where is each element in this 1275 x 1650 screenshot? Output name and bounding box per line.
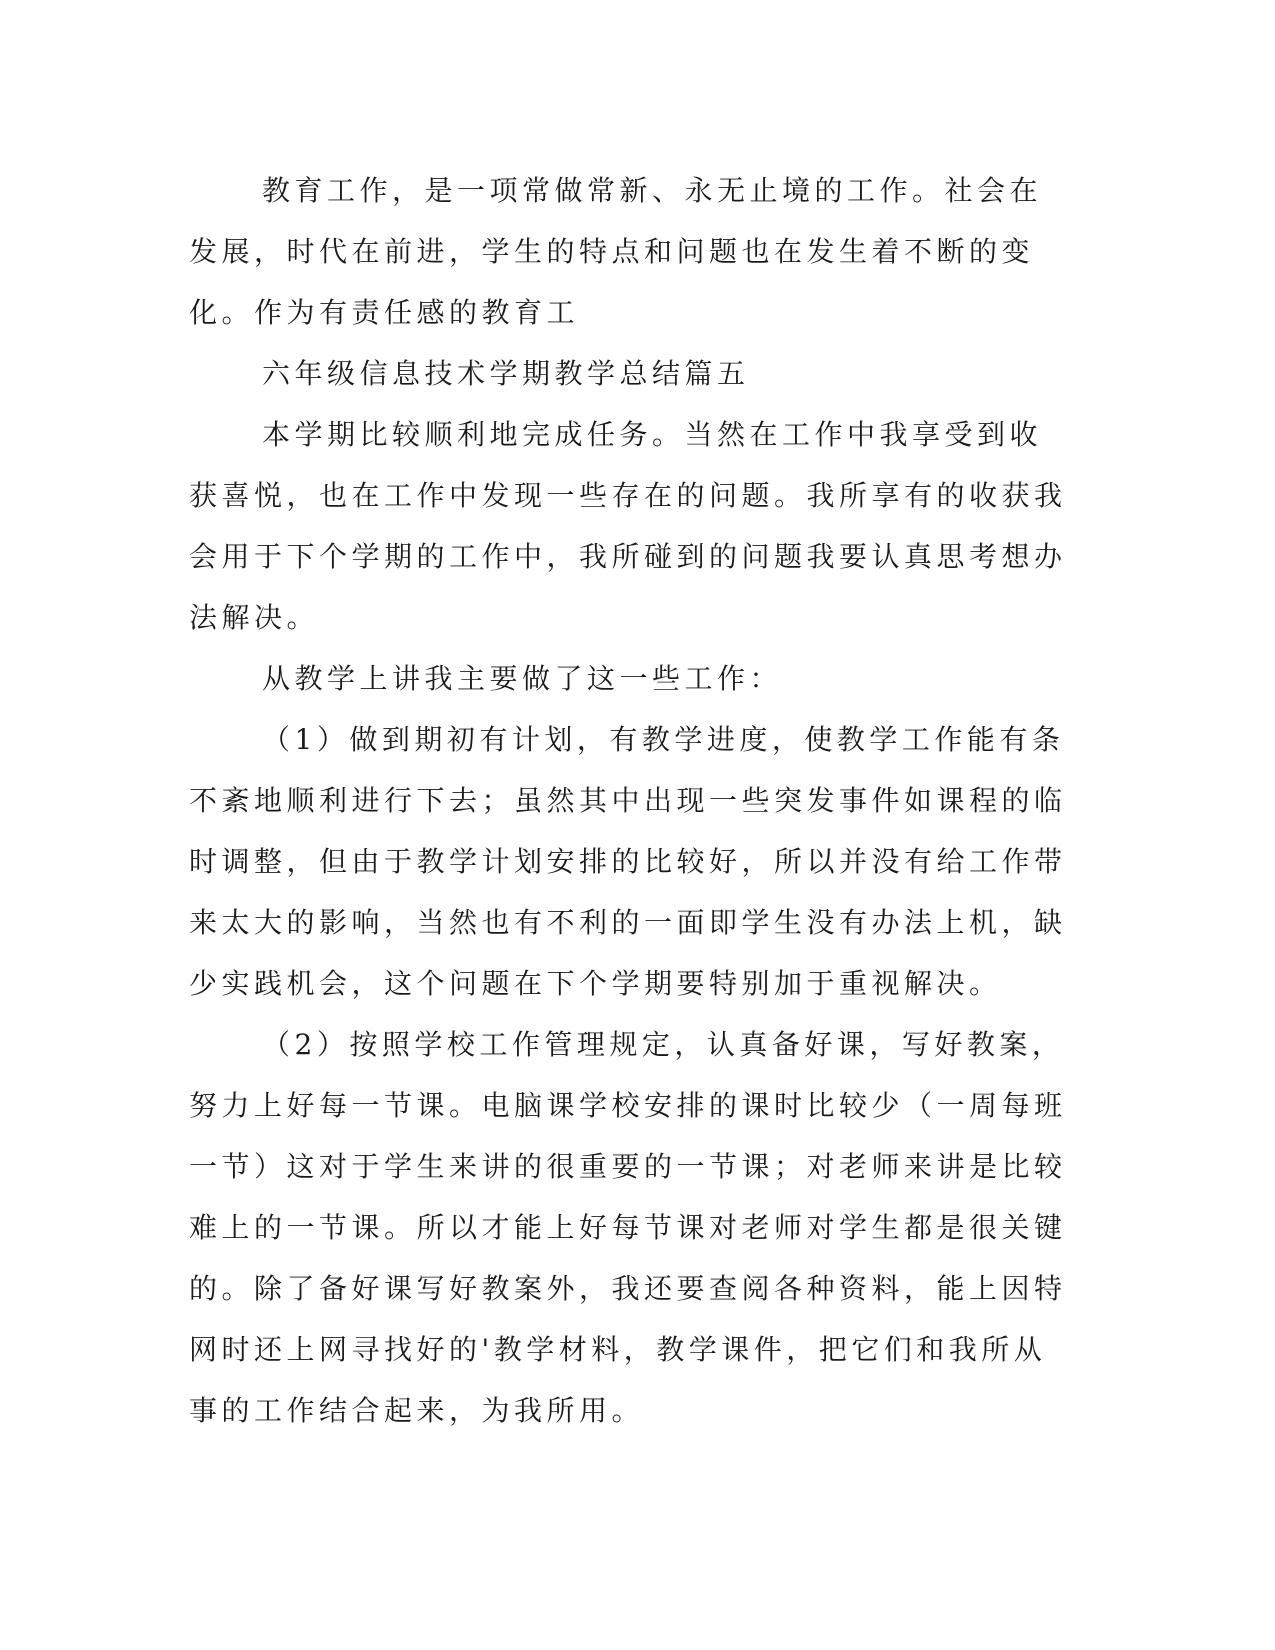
- paragraph-work-intro: 从教学上讲我主要做了这一些工作：: [262, 662, 783, 695]
- section-heading: 六年级信息技术学期教学总结篇五: [262, 357, 750, 390]
- paragraph-summary: 本学期比较顺利地完成任务。当然在工作中我享受到收获喜悦，也在工作中发现一些存在的问题。我所享有的收获我会用于下个学期的工作中，我所碰到的问题我要认真思考想办法解决。: [189, 418, 1067, 634]
- paragraph-item-2: （2）按照学校工作管理规定，认真备好课，写好教案，努力上好每一节课。电脑课学校安排的课时比较少（一周每班一节）这对于学生来讲的很重要的一节课；对老师来讲是比较难上的一节课。所以才能上好每节课对老师对学生都是很关键的。除了备好课写好教案外，我还要查阅各种资料，能上因特网时还上网寻找好的'教学材料，教学课件，把它们和我所从事的工作结合起来，为我所用。: [189, 1028, 1067, 1427]
- paragraph-intro: 教育工作，是一项常做常新、永无止境的工作。社会在发展，时代在前进，学生的特点和问题也在发生着不断的变化。作为有责任感的教育工: [189, 174, 1043, 329]
- document-body: [189, 160, 1069, 1441]
- paragraph-item-1: （1）做到期初有计划，有教学进度，使教学工作能有条不紊地顺利进行下去；虽然其中出现一些突发事件如课程的临时调整，但由于教学计划安排的比较好，所以并没有给工作带来太大的影响，当然也有不利的一面即学生没有办法上机，缺少实践机会，这个问题在下个学期要特别加于重视解决。: [189, 723, 1067, 1000]
